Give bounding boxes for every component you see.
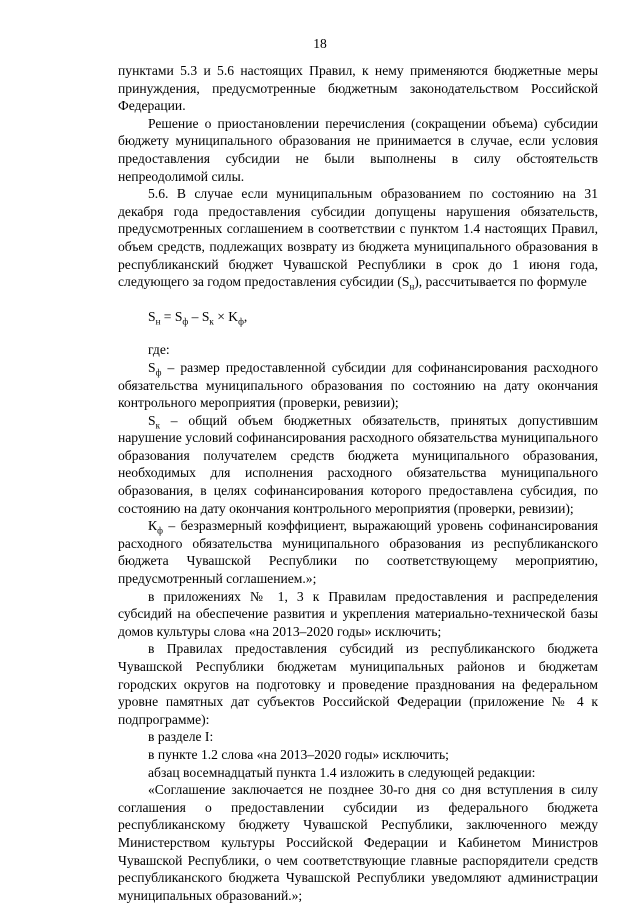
- definition-text: – безразмерный коэффициент, выражающий уровень софинансирования расходного обязательства муниципального образования из республиканского бюджета Чувашской Республики по соответствующему мероприятию, предусмотренный соглашением.»;: [118, 518, 598, 587]
- paragraph-text: 5.6. В случае если муниципальным образованием по состоянию на 31 декабря года предоставления субсидии допущены нарушения обязательств, предусмотренных соглашением в соответствии с пунктом 1.4 настоящих Правил, объем средств, подлежащих возврату из бюджета муниципального образования в республиканский бюджет Чувашской Республики в срок до 1 июня года, следующего за годом предоставления субсидии (S: [118, 186, 598, 290]
- paragraph: где:: [148, 342, 170, 358]
- formula: [118, 308, 598, 326]
- paragraph: Решение о приостановлении перечисления (сокращении объема) субсидии бюджету муниципального образования не принимается в случае, если условия предоставления субсидии не были выполнены в силу обстоятельств непреодолимой силы.: [118, 115, 598, 184]
- subscript: ф: [157, 525, 163, 536]
- symbol: S: [148, 412, 156, 428]
- definition-text: – общий объем бюджетных обязательств, принятых допустившим нарушение условий софинансирования расходного обязательства муниципального образования получателем средств бюджета муниципального образования, необходимых для исполнения расходного обязательства муниципального образования, в целях софинансирования которого предоставлена субсидия, по состоянию на дату окончания контрольного мероприятия (проверки, ревизии);: [118, 412, 598, 516]
- page-number: 18: [313, 36, 327, 51]
- paragraph: в Правилах предоставления субсидий из республиканского бюджета Чувашской Республики бюджетам муниципальных районов и бюджетам городских округов на подготовку и проведение празднования на федеральном уровне памятных дат субъектов Российской Федерации (приложение № 4 к подпрограмме):: [118, 641, 598, 727]
- subscript: ф: [155, 367, 162, 378]
- paragraph: в пункте 1.2 слова «на 2013–2020 годы» исключить;: [148, 746, 449, 762]
- definition-sf: [118, 359, 598, 412]
- subscript: к: [209, 316, 214, 327]
- formula-part: ,: [243, 308, 248, 324]
- formula-part: – S: [188, 308, 210, 324]
- paragraph: «Соглашение заключается не позднее 30-го дня со дня вступления в силу соглашения о предоставлении субсидии из федерального бюджета республиканскому бюджету Чувашской Республики, заключенного между Министерством культуры Российской Федерации и Кабинетом Министров Чувашской Республики, о чем соответствующие главные распорядители средств республиканского бюджета Чувашской Республики уведомляют администрации муниципальных образований.»;: [118, 782, 598, 903]
- symbol: К: [148, 518, 158, 534]
- subscript: к: [155, 420, 160, 431]
- definition-sk: [118, 412, 598, 518]
- definition-kf: [118, 517, 598, 587]
- paragraph: в разделе I:: [148, 729, 214, 745]
- paragraph: в приложениях № 1, 3 к Правилам предоставления и распределения субсидий на обеспечение развития и укрепления материально-технической базы домов культуры слова «на 2013–2020 годы» исключить;: [118, 588, 598, 639]
- paragraph-text: ), рассчитывается по формуле: [414, 274, 587, 290]
- body-text: [118, 62, 598, 904]
- formula-lhs: S: [148, 308, 156, 324]
- subscript: ф: [238, 316, 244, 327]
- formula-part: = S: [160, 308, 183, 324]
- paragraph: абзац восемнадцатый пункта 1.4 изложить в следующей редакции:: [148, 764, 536, 780]
- subscript: ф: [182, 316, 189, 327]
- symbol: S: [148, 359, 156, 375]
- paragraph: [118, 185, 598, 291]
- formula-part: × K: [213, 308, 239, 324]
- subscript: н: [155, 316, 161, 327]
- paragraph: пунктами 5.3 и 5.6 настоящих Правил, к нему применяются бюджетные меры принуждения, предусмотренные бюджетным законодательством Российской Федерации.: [118, 63, 598, 114]
- subscript: н: [409, 281, 415, 292]
- definition-text: – размер предоставленной субсидии для софинансирования расходного обязательства муниципального образования по состоянию на дату окончания контрольного мероприятия (проверки, ревизии);: [118, 359, 598, 411]
